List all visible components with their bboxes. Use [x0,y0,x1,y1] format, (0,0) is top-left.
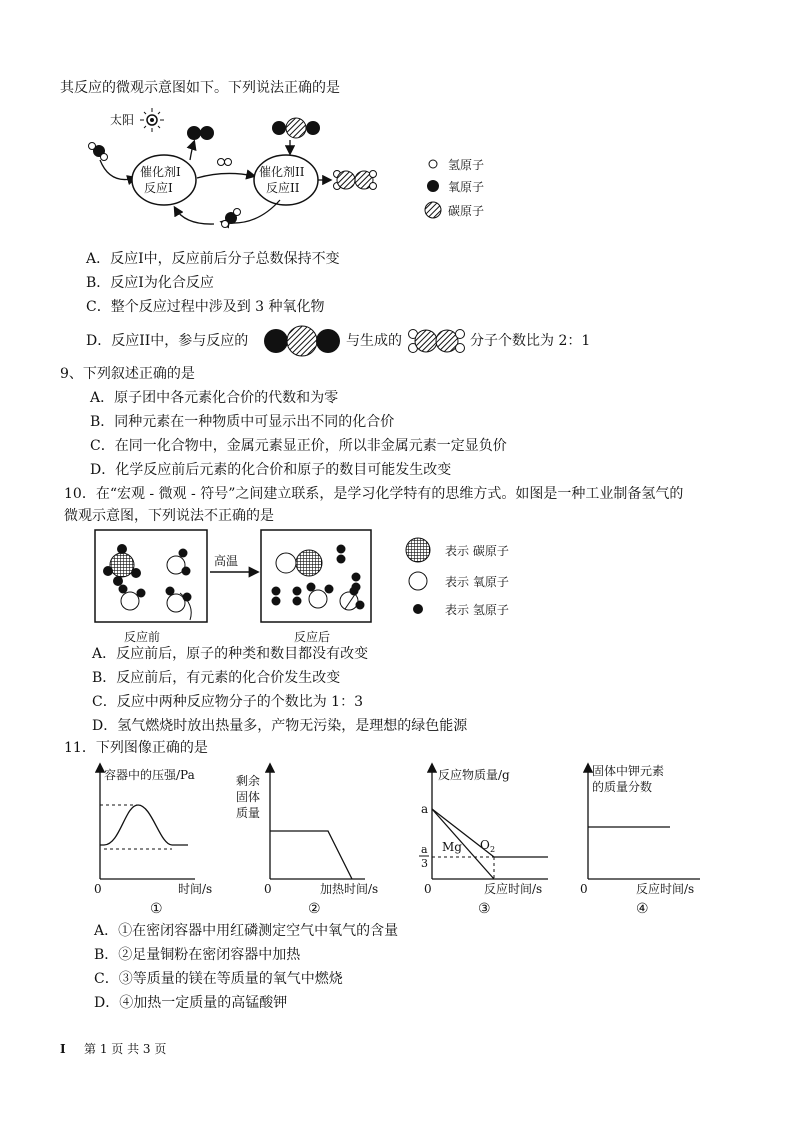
graph-3 [419,765,548,917]
svg-text:容器中的压强/Pa: 容器中的压强/Pa [104,768,195,782]
q11-option-b: B．②足量铜粉在密闭容器中加热 [94,947,301,963]
q10-stem-1: 10．在“宏观 - 微观 - 符号”之间建立联系，是学习化学特有的思维方式。如图是一种工业制备氢气的 [64,486,684,502]
sun-label: 太阳 [110,113,135,127]
q11-option-c: C．③等质量的镁在等质量的氧气中燃烧 [94,971,343,987]
svg-text:表示 氧原子: 表示 氧原子 [445,575,509,589]
q10-diagram [0,525,794,645]
q11-graphs [0,755,794,925]
svg-text:a: a [421,802,429,816]
svg-text:表示 碳原子: 表示 碳原子 [445,544,509,558]
svg-text:高温: 高温 [214,554,239,568]
q10-stem-2: 微观示意图，下列说法不正确的是 [64,508,274,524]
q11-option-a: A．①在密闭容器中用红磷测定空气中氧气的含量 [94,923,399,939]
svg-text:催化剂I: 催化剂I [140,165,181,179]
svg-text:0: 0 [264,882,272,896]
svg-text:的质量分数: 的质量分数 [592,780,653,794]
q9-option-a: A．原子团中各元素化合价的代数和为零 [90,390,339,406]
oxygen-molecule [187,126,214,140]
svg-text:氧原子: 氧原子 [448,180,485,194]
svg-text:3: 3 [421,857,428,870]
page-number: 第 1 页 共 3 页 [84,1042,167,1056]
q10-option-b: B．反应前后，有元素的化合价发生改变 [92,670,341,686]
svg-text:反应后: 反应后 [294,630,331,644]
graph-1 [94,765,212,917]
svg-text:0: 0 [424,882,432,896]
catalyst-2 [254,155,318,205]
svg-text:表示 氢原子: 表示 氢原子 [445,603,509,617]
q8-option-d-pre: D．反应II中，参与反应的 [86,333,249,349]
svg-text:①: ① [150,901,163,917]
hydrogen-molecule [218,159,232,166]
q9-option-c: C．在同一化合物中，金属元素显正价，所以非金属元素一定显负价 [90,438,507,454]
q11-stem: 11．下列图像正确的是 [64,740,208,756]
sun-icon [140,108,164,132]
svg-text:氢原子: 氢原子 [448,158,485,172]
q8-option-a: A．反应I中，反应前后分子总数保持不变 [86,251,340,267]
catalyst-1 [132,155,196,205]
svg-text:2: 2 [490,845,496,854]
svg-text:反应时间/s: 反应时间/s [636,882,695,896]
svg-text:时间/s: 时间/s [178,882,213,896]
svg-text:催化剂II: 催化剂II [259,165,305,179]
graph-4 [580,763,700,917]
co2-molecule-large [262,326,342,356]
q10-option-d: D．氢气燃烧时放出热量多，产物无污染，是理想的绿色能源 [92,718,468,734]
svg-text:加热时间/s: 加热时间/s [320,882,379,896]
svg-text:反应II: 反应II [266,181,300,195]
q8-legend [425,158,484,218]
q8-stem: 其反应的微观示意图如下。下列说法正确的是 [60,80,340,96]
svg-text:反应时间/s: 反应时间/s [484,882,543,896]
q11-option-d: D．④加热一定质量的高锰酸钾 [94,995,288,1011]
svg-text:固体: 固体 [236,790,261,804]
svg-text:反应物质量/g: 反应物质量/g [438,768,510,782]
svg-text:质量: 质量 [236,806,261,820]
q9-option-b: B．同种元素在一种物质中可显示出不同的化合价 [90,414,395,430]
q10-option-a: A．反应前后，原子的种类和数目都没有改变 [92,646,369,662]
svg-text:碳原子: 碳原子 [448,204,485,218]
svg-text:O: O [480,838,490,852]
svg-text:④: ④ [636,901,649,917]
co2-molecule-in [272,118,320,138]
q10-legend [406,538,509,617]
svg-text:③: ③ [478,901,491,917]
graph-2 [236,765,378,917]
q8-option-c: C．整个反应过程中涉及到 3 种氧化物 [86,299,325,315]
q9-option-d: D．化学反应前后元素的化合价和原子的数目可能发生改变 [90,462,452,478]
product-molecule-large [407,326,467,356]
svg-text:剩余: 剩余 [236,774,261,788]
svg-text:反应前: 反应前 [124,630,161,644]
svg-text:Mg: Mg [442,840,462,854]
water-molecule-out [222,209,241,228]
product-molecule [334,171,377,190]
svg-text:②: ② [308,901,321,917]
q9-stem: 9、下列叙述正确的是 [60,366,195,382]
svg-text:固体中钾元素: 固体中钾元素 [592,764,665,778]
q8-option-b: B．反应I为化合反应 [86,275,214,291]
footer-mark: I [60,1042,66,1056]
q8-option-d-mid: 与生成的 [346,333,402,349]
water-molecule-in [89,143,108,161]
q10-option-c: C．反应中两种反应物分子的个数比为 1：3 [92,694,363,710]
svg-text:0: 0 [580,882,588,896]
svg-text:a: a [421,843,428,856]
q8-diagram [0,0,794,240]
svg-text:反应I: 反应I [144,181,173,195]
svg-text:0: 0 [94,882,102,896]
q8-option-d-post: 分子个数比为 2：1 [470,333,591,349]
